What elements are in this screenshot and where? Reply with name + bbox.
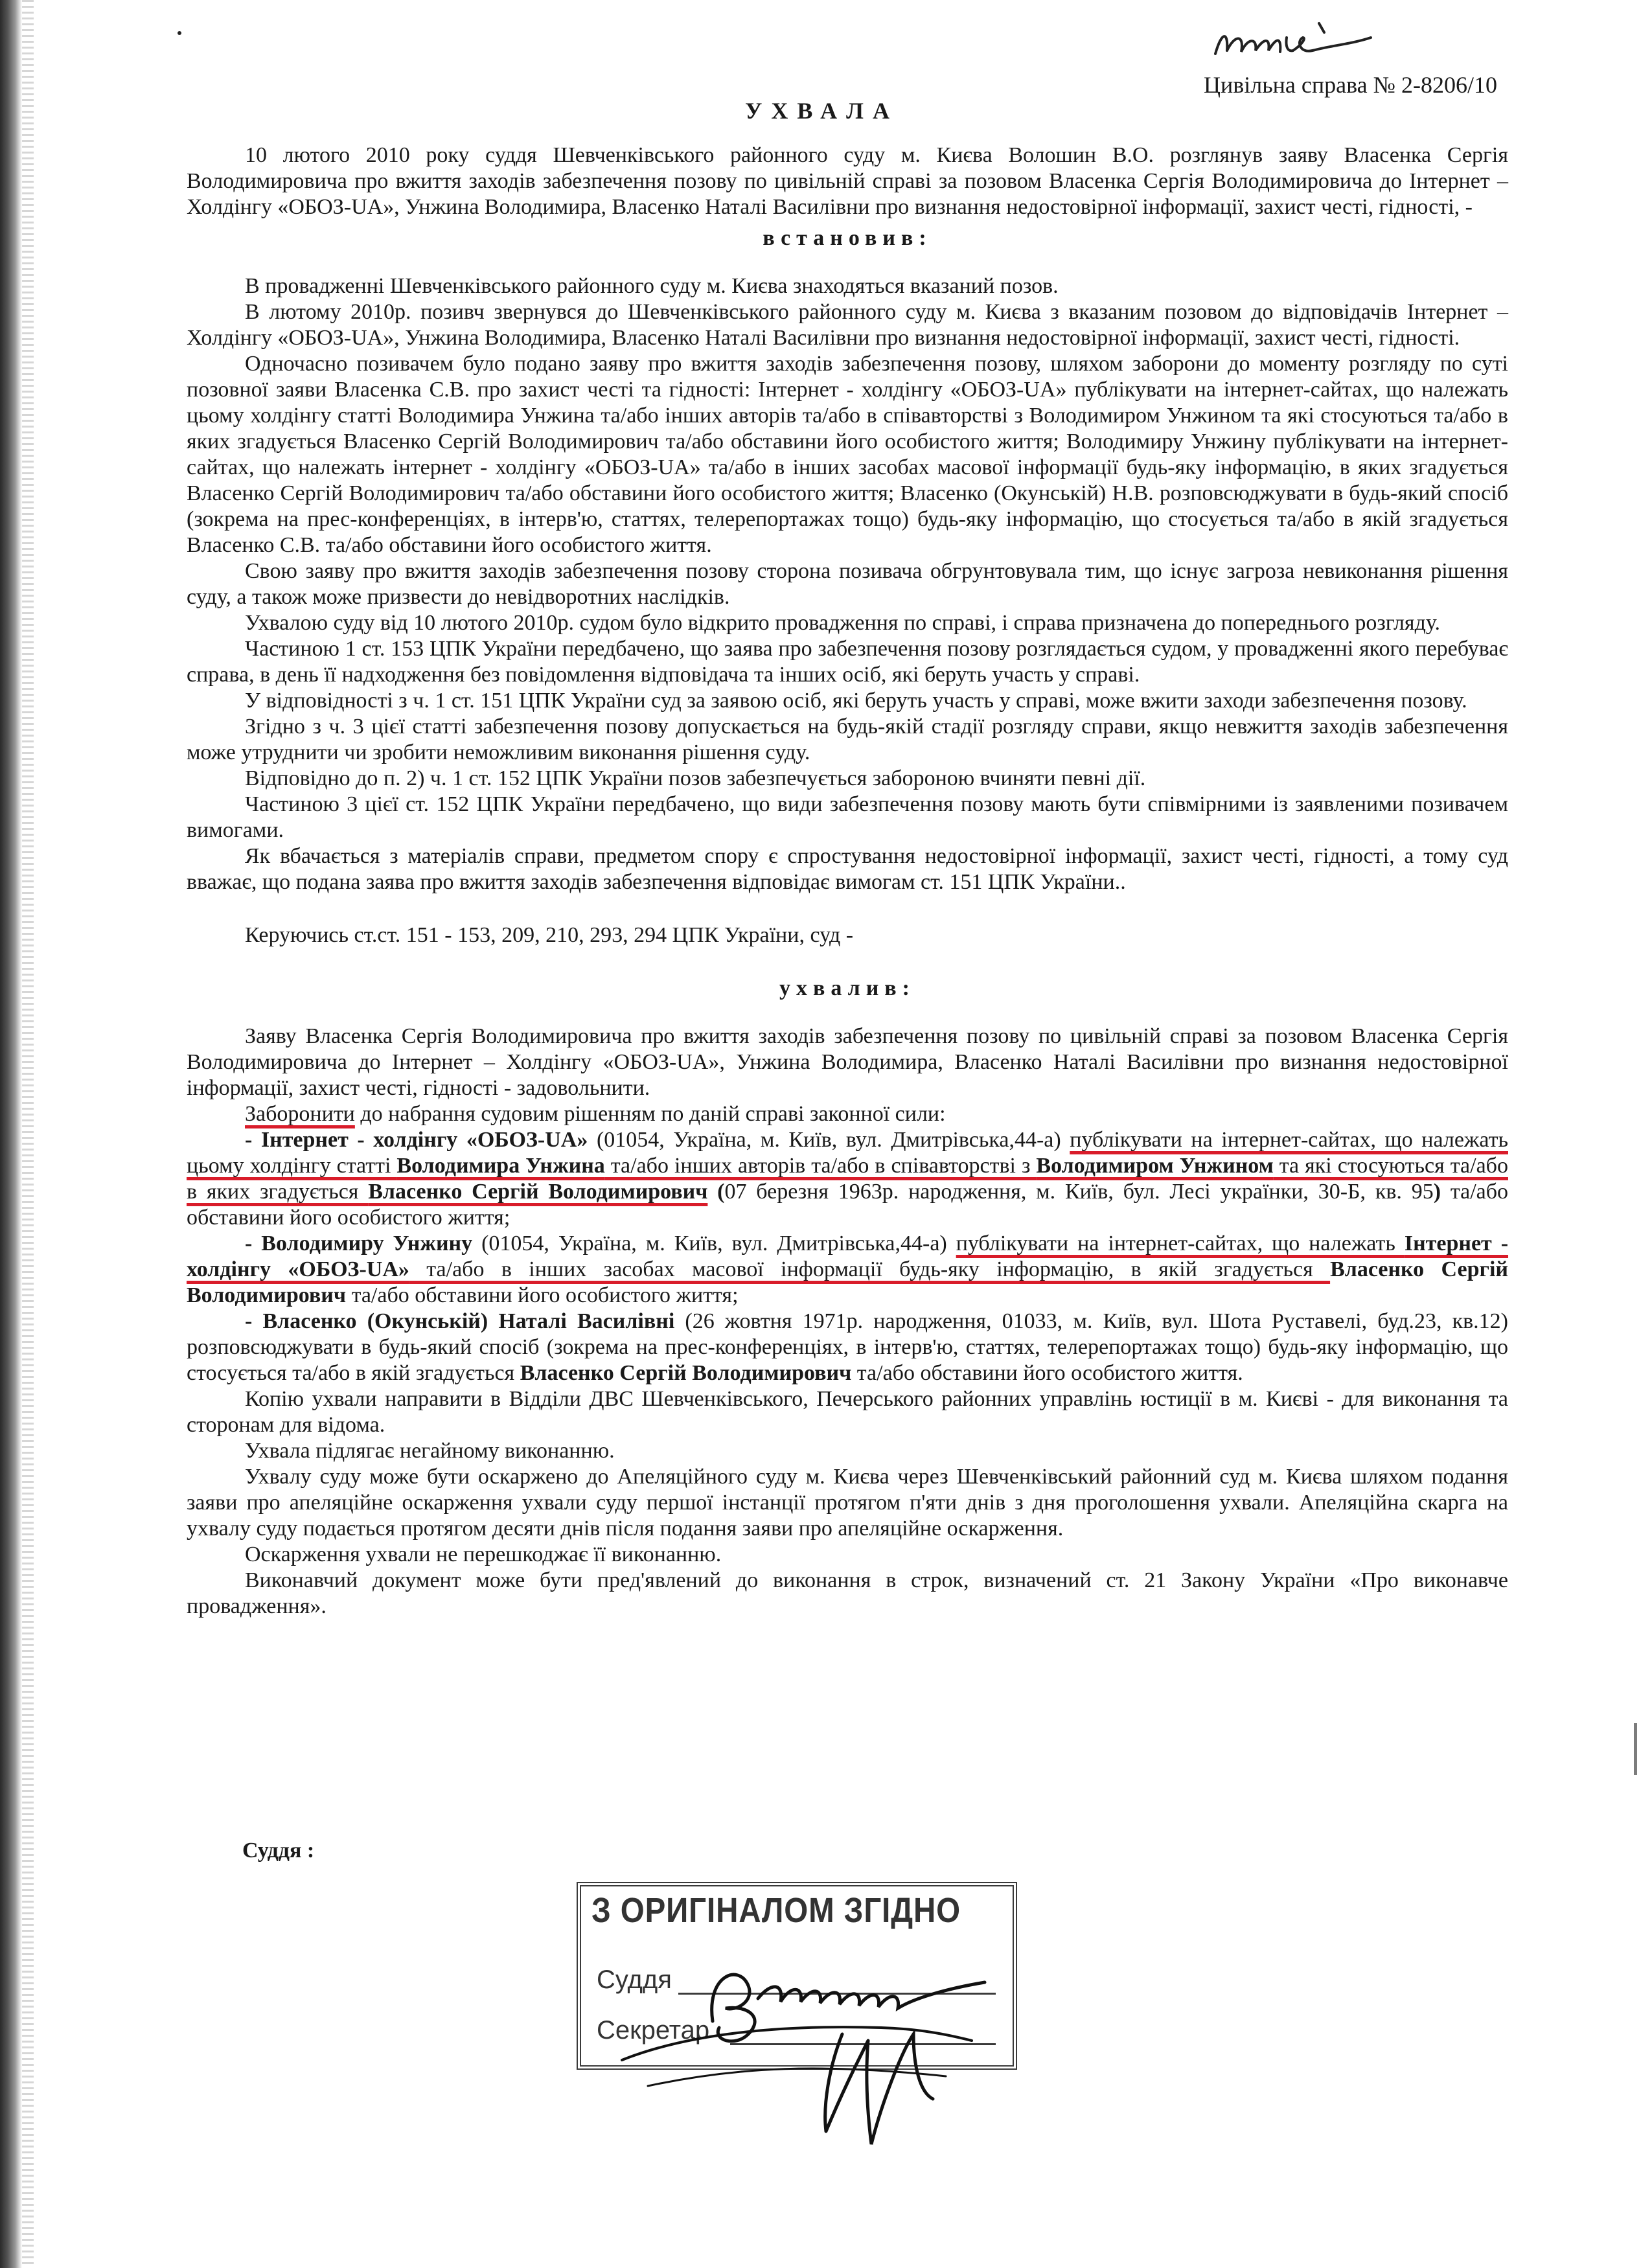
scan-shadow-stripes: [22, 0, 34, 2268]
margin-mark: [1634, 1723, 1637, 1775]
plaintiff-name: Власенко Сергій Володимирович: [368, 1180, 708, 1204]
ban-text: публікувати на інтернет-сайтах, що належать: [956, 1231, 1405, 1255]
holding-name: Інтернет - холдінгу «ОБОЗ-UA»: [187, 1231, 1509, 1281]
prohibit-word: Заборонити: [245, 1102, 355, 1126]
handwritten-signature: [609, 1937, 1024, 2183]
paragraph: Ухвалу суду може бути оскаржено до Апеляційного суду м. Києва через Шевченківський районний суд м. Києва шляхом подання заяви про апеляційне оскарження ухвали суду першої інстанції протягом п'яти днів з дня проголошення ухвали. Апеляційна скарга на ухвалу суду подається протягом десяти днів після подання заяви про апеляційне оскарження.: [187, 1465, 1508, 1541]
paragraph: Частиною 1 ст. 153 ЦПК України передбачено, що заява про забезпечення позову розглядається судом, у провадженні якого перебуває справа, в день її надходження без повідомлення відповідача та інших осіб, які беруть участь у справі.: [187, 637, 1508, 687]
intro-paragraph: 10 лютого 2010 року суддя Шевченківського районного суду м. Києва Волошин В.О. розглянув заяву Власенка Сергія Володимировича про вжиття заходів забезпечення позову по цивільній справі за позовом Власенка Сергія Володимировича до Інтернет – Холдінгу «ОБОЗ-UA», Унжина Володимира, Власенко Наталі Василівни про визнання недостовірної інформації, захист честі, гідності, -: [187, 143, 1508, 219]
paragraph: В провадженні Шевченківського районного суду м. Києва знаходяться вказаний позов.: [245, 274, 1059, 298]
vlasenko-details: (26 жовтня 1971р. народження, 01033, м. Київ, вул. Шота Руставелі, буд.23, кв.12) розповсюджувати в будь-який спосіб (зокрема на прес-конференціях, в інтерв'ю, статтях, телерепортажах тощо) будь-яку інформацію, що стосується та/або в якій згадується: [187, 1309, 1508, 1385]
prohibition-item-vlasenko: [187, 1309, 1508, 1386]
paragraph: В лютому 2010р. позивч звернувся до Шевченківського районного суду м. Києва з вказаним позовом до відповідачів Інтернет – Холдінгу «ОБОЗ-UA», Унжина Володимира, Власенко Наталі Василівни про визнання недостовірної інформації, захист честі, гідності.: [187, 300, 1508, 350]
unzhyn-name: - Володимиру Унжину: [245, 1231, 473, 1255]
ban-text: та/або інших авторів та/або в співавторстві з: [604, 1154, 1037, 1178]
scan-shadow-edge: [0, 0, 22, 2268]
decided-heading: ухвалив:: [779, 976, 915, 1000]
document-body: [187, 143, 1508, 1620]
prohibit-text: до набрання судовим рішенням по даній справі законної сили:: [354, 1102, 946, 1126]
established-heading: встановив:: [763, 226, 932, 250]
ban-tail: та/або обставини його особистого життя.: [851, 1361, 1243, 1385]
paragraph: Як вбачається з матеріалів справи, предметом спору є спростування недостовірної інформації, захист честі, гідності, а тому суд вважає, що подана заява про вжиття заходів забезпечення відповідає вимогам ст. 151 ЦПК України..: [187, 844, 1508, 894]
paren: (: [707, 1180, 725, 1204]
document-title: УХВАЛА: [745, 98, 899, 124]
plaintiff-name: Власенко Сергій Володимирович: [520, 1361, 852, 1385]
paragraph: Копію ухвали направити в Відділи ДВС Шевченківського, Печерського районних управлінь юстиції в м. Києві - для виконання та сторонам для відома.: [187, 1387, 1508, 1437]
paragraph: Згідно з ч. 3 цієї статті забезпечення позову допускається на будь-якій стадії розгляду справи, якщо невжиття заходів забезпечення може утруднити чи зробити неможливим виконання рішення суду.: [187, 715, 1508, 764]
paragraph: Ухвалою суду від 10 лютого 2010р. судом було відкрито провадження по справі, і справа призначена до попереднього розгляду.: [245, 611, 1440, 635]
stamp-judge-label: Суддя: [597, 1965, 672, 1994]
handwritten-copy-mark: [1209, 18, 1377, 70]
judge-label: Суддя :: [242, 1838, 315, 1862]
prohibition-paragraph: [187, 1101, 1508, 1127]
guided-paragraph: Керуючись ст.ст. 151 - 153, 209, 210, 293, 294 ЦПК України, суд -: [245, 923, 854, 947]
stamp-heading: З ОРИГІНАЛОМ ЗГІДНО: [591, 1891, 961, 1930]
unzhyn-address: (01054, Україна, м. Київ, вул. Дмитрівська,44-а): [472, 1231, 956, 1255]
prohibition-item-unzhyn: [187, 1231, 1508, 1309]
ban-text: публікувати на інтернет-сайтах, що належать цьому холдінгу статті: [187, 1128, 1508, 1178]
paragraph: Ухвала підлягає негайному виконанню.: [245, 1439, 615, 1463]
vlasenko-name: - Власенко (Окунській) Наталі Василівні: [245, 1309, 675, 1333]
plaintiff-details: 07 березня 1963р. народження, м. Київ, бул. Лесі українки, 30-Б, кв. 95: [724, 1180, 1434, 1204]
paren: ): [1433, 1180, 1441, 1204]
plaintiff-name: Власенко Сергій Володимирович: [187, 1257, 1508, 1307]
scan-speck: [178, 31, 181, 35]
paragraph: Частиною 3 цієї ст. 152 ЦПК України передбачено, що види забезпечення позову мають бути співмірними із заявленими позивачем вимогами.: [187, 792, 1508, 842]
author-name: Володимира Унжина: [396, 1154, 605, 1178]
ban-tail: та/або обставини його особистого життя;: [187, 1180, 1509, 1230]
paragraph: Виконавчий документ може бути пред'явлений до виконання в строк, визначений ст. 21 Закону України «Про виконавче провадження».: [187, 1568, 1508, 1618]
holding-name: - Інтернет - холдінгу «ОБОЗ-UA»: [245, 1128, 588, 1152]
ban-text: та/або в інших засобах масової інформації будь-яку інформацію, в якій згадується: [409, 1257, 1331, 1281]
ban-tail: та/або обставини його особистого життя;: [346, 1283, 739, 1307]
stamp-secretary-label: Секретар: [597, 2016, 710, 2045]
paragraph: Одночасно позивачем було подано заяву про вжиття заходів забезпечення позову, шляхом заборони до моменту розгляду по суті позовної заяви Власенка С.В. про захист честі та гідності: Інтернет - холдінгу «ОБОЗ-UA» публікувати на інтернет-сайтах, що належать цьому холдінгу статті Володимира Унжина та/або інших авторів та/або в співавторстві з Володимиром Унжином та які стосуються та/або в яких згадується Власенко Сергій Володимирович та/або обставини його особистого життя; Володимиру Унжину публікувати на інтернет-сайтах, що належать інтернет - холдінгу «ОБОЗ-UA» та/або в інших засобах масової інформації будь-яку інформацію, в яких згадується Власенко Сергій Володимирович та/або обставини його особистого життя; Власенко (Окунській) Н.В. розповсюджувати в будь-який спосіб (зокрема на прес-конференціях, в інтерв'ю, статтях, телерепортажах тощо) будь-яку інформацію, що стосується та/або в якій згадується Власенко С.В. та/або обставини його особистого життя.: [187, 352, 1508, 557]
paragraph: Свою заяву про вжиття заходів забезпечення позову сторона позивача обгрунтовувала тим, що існує загроза невиконання рішення суду, а також може призвести до невідворотних наслідків.: [187, 559, 1508, 609]
author-name: Володимиром Унжином: [1036, 1154, 1274, 1178]
paragraph: Оскарження ухвали не перешкоджає її виконанню.: [245, 1542, 722, 1566]
paragraph: У відповідності з ч. 1 ст. 151 ЦПК України суд за заявою осіб, які беруть участь у справі, може вжити заходи забезпечення позову.: [245, 689, 1467, 713]
prohibition-item-holding: [187, 1127, 1508, 1231]
case-number: Цивільна справа № 2-8206/10: [1204, 72, 1497, 98]
resolution-paragraph: Заяву Власенка Сергія Володимировича про вжиття заходів забезпечення позову по цивільній справі за позовом Власенка Сергія Володимировича до Інтернет – Холдінгу «ОБОЗ-UA», Унжина Володимира, Власенко Наталі Василівни про визнання недостовірної інформації, захист честі, гідності - задовольнити.: [187, 1024, 1508, 1100]
holding-address: (01054, Україна, м. Київ, вул. Дмитрівська,44-а): [588, 1128, 1070, 1152]
ban-text: та які стосуються та/або в яких згадується: [187, 1154, 1508, 1204]
paragraph: Відповідно до п. 2) ч. 1 ст. 152 ЦПК України позов забезпечується забороною вчиняти певні дії.: [245, 766, 1146, 790]
